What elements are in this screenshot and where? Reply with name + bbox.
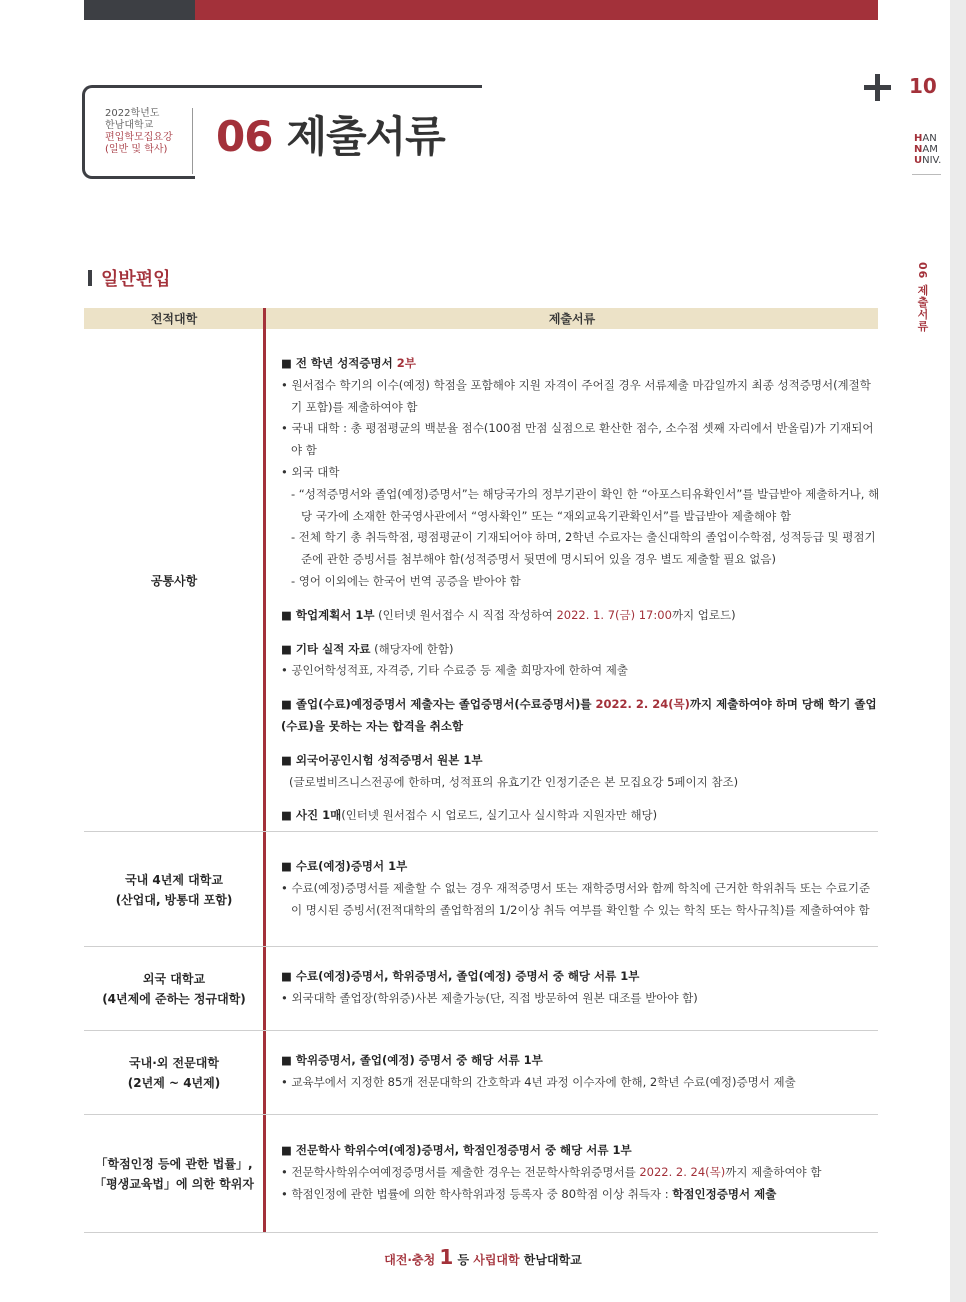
univ-logo: HAN NAM UNIV. [914,133,942,166]
list-item: ■ 졸업(수료)예정증명서 제출자는 졸업증명서(수료증명서)를 2022. 2. 24(목)까지 제출하여야 하며 당해 학기 졸업(수료)을 못하는 자는 합격을 취소함 [281,697,877,733]
list-item: ■ 사진 1매(인터넷 원서접수 시 업로드, 실기고사 실시학과 지원자만 해당) [281,808,658,823]
list-item: ■ 학업계획서 1부 (인터넷 원서접수 시 직접 작성하여 2022. 1. 7(금) 17:00까지 업로드) [281,607,736,622]
list-item: - “성적증명서와 졸업(예정)증명서”는 해당국가의 정부기관이 확인 한 “아포스티유확인서”를 발급받아 제출하거나, 해당 국가에 소재한 한국영사관에서 “영사확인” 또는 “재외교육기관확인서”를 발급받아 제출해야 함 [291,486,880,523]
list-item: ■ 수료(예정)증명서, 학위증명서, 졸업(예정) 증명서 중 해당 서류 1부 [281,969,640,983]
row-divider [84,1232,878,1233]
list-item: - 영어 이외에는 한국어 번역 공증을 받아야 함 [291,573,521,588]
list-item: • 교육부에서 지정한 85개 전문대학의 간호학과 4년 과정 이수자에 한해, 2학년 수료(예정)증명서 제출 [281,1074,796,1089]
chapter-heading [216,104,445,164]
guide-title: 편입학모집요강 [105,132,173,143]
list-item: • 원서접수 학기의 이수(예정) 학점을 포함해야 지원 자격이 주어질 경우 서류제출 마감일까지 최종 성적증명서(계절학기 포함)를 제출하여야 함 [281,377,871,414]
top-bar-red [195,0,878,20]
row-content-credit [281,1140,881,1205]
table-column-divider [263,308,266,1233]
chapter-number: 06 [216,112,273,161]
row-content-domestic4 [281,856,881,921]
plus-icon-vertical [875,74,880,101]
univ-logo-rule [912,174,941,175]
guide-univ: 한남대학교 [105,120,154,131]
row-divider [84,1030,878,1031]
list-item: ■ 기타 실적 자료 (해당자에 한함) [281,641,454,656]
chapter-title: 제출서류 [286,112,445,161]
page-number: 10 [909,74,937,98]
row-label-junior: 국내·외 전문대학 (2년제 ~ 4년제) [127,1056,221,1090]
section-marker [88,270,92,286]
row-content-junior [281,1050,881,1094]
row-label-common: 공통사항 [150,574,198,588]
row-content-foreign [281,966,881,1010]
list-item: • 수료(예정)증명서를 제출할 수 없는 경우 재적증명서 또는 재학증명서와 함께 학칙에 근거한 학위취득 또는 수료기준이 명시된 증빙서(전적대학의 졸업학점의 1/2이상 취득 여부를 확인할 수 있는 학칙 또는 학사규칙)를 제출하여야 함 [281,880,871,917]
section-title: 일반편입 [101,269,171,290]
list-item: • 학점인정에 관한 법률에 의한 학사학위과정 등록자 중 80학점 이상 취득자 : 학점인정증명서 제출 [281,1186,777,1201]
row-label-domestic4: 국내 4년제 대학교 (산업대, 방통대 포함) [115,873,233,907]
list-item: ■ 수료(예정)증명서 1부 [281,859,408,873]
list-item: • 외국 대학 [281,464,340,479]
list-item: • 외국대학 졸업장(학위증)사본 제출가능(단, 직접 방문하여 원본 대조를 받아야 함) [281,990,698,1005]
table-header-col2: 제출서류 [548,312,596,326]
footer-slogan: 대전·충청 1 등 사립대학 한남대학교 [384,1245,582,1269]
row-content-common [281,353,881,827]
row-divider [84,831,878,832]
list-item: - 전체 학기 총 취득학점, 평점평균이 기재되어야 하며, 2학년 수료자는 출신대학의 졸업이수학점, 성적등급 및 평점기준에 관한 증빙서를 첨부해야 함(성적증명서 뒷면에 명시되어 있을 경우 별도 제출할 필요 없음) [291,530,876,567]
list-item: ■ 외국어공인시험 성적증명서 원본 1부 [281,752,483,767]
list-item: (글로벌비즈니스전공에 한하며, 성적표의 유효기간 인정기준은 본 모집요강 5페이지 참조) [289,774,739,789]
list-item: • 전문학사학위수여예정증명서를 제출한 경우는 전문학사학위증명서를 2022. 2. 24(목)까지 제출하여야 함 [281,1164,822,1179]
row-label-credit: 「학점인정 등에 관한 법률」, 「평생교육법」에 의한 학위자 [94,1157,254,1191]
list-item: ■ 전 학년 성적증명서 2부 [281,356,416,370]
guide-info [105,108,173,156]
list-item: • 공인어학성적표, 자격증, 기타 수료증 등 제출 희망자에 한하여 제출 [281,663,628,678]
top-bar-dark [84,0,195,20]
row-divider [84,946,878,947]
guide-year: 2022학년도 [105,108,160,119]
header-divider [192,108,193,174]
guide-subtitle: (일반 및 학사) [105,144,168,155]
row-divider [84,1114,878,1115]
list-item: ■ 전문학사 학위수여(예정)증명서, 학점인정증명서 중 해당 서류 1부 [281,1143,632,1157]
side-chapter-label: 06 제출서류 [916,262,929,333]
list-item: • 국내 대학 : 총 평점평균의 백분율 점수(100점 만점 실점으로 환산한 점수, 소수점 셋째 자리에서 반올림)가 기재되어야 함 [281,421,874,458]
table-header-col1: 전적대학 [150,312,198,326]
header-rule [190,85,482,88]
row-label-foreign: 외국 대학교 (4년제에 준하는 정규대학) [102,972,246,1006]
list-item: ■ 학위증명서, 졸업(예정) 증명서 중 해당 서류 1부 [281,1053,543,1067]
